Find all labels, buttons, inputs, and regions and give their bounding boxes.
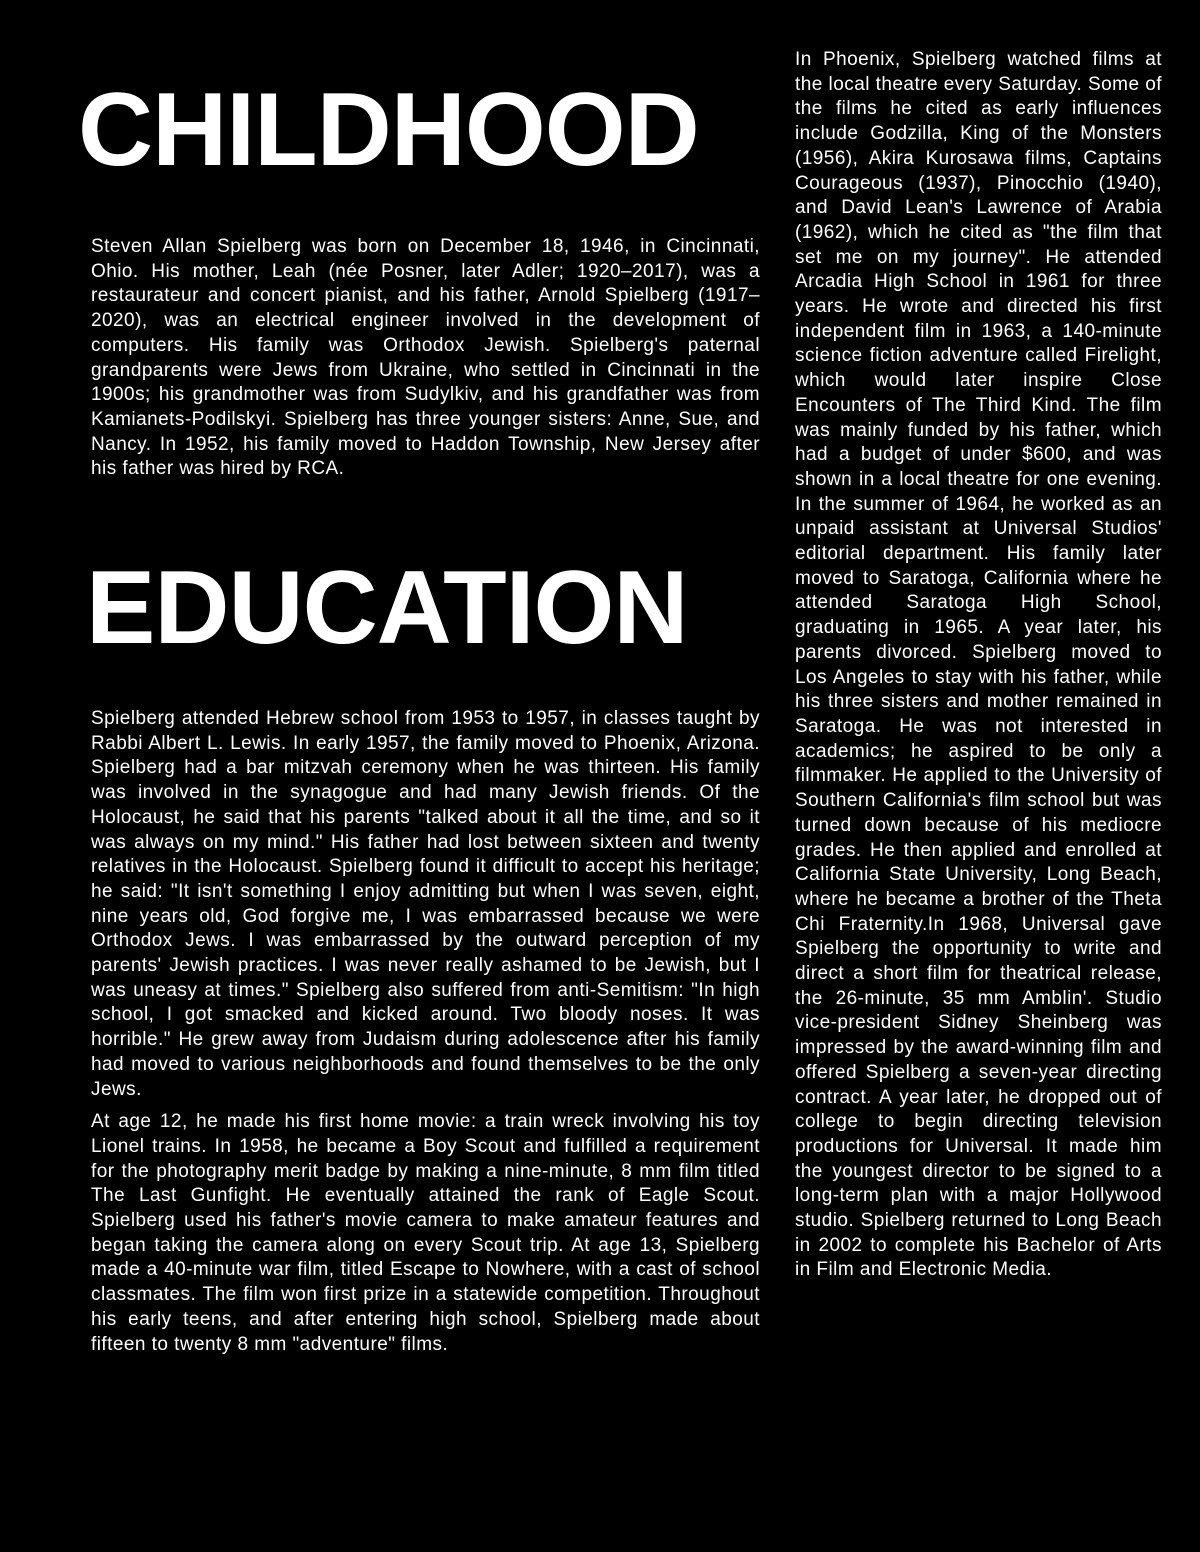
childhood-heading: CHILDHOOD (78, 72, 699, 188)
education-paragraph-1: Spielberg attended Hebrew school from 1953 to 1957, in classes taught by Rabbi Albert L. Lewis. In early 1957, the family moved to Phoenix, Arizona. Spielberg had a bar mitzvah ceremony when he was thirteen. His family was involved in the synagogue and had many Jewish friends. Of the Holocaust, he said that his parents "talked about it all the time, and so it was always on my mind." His father had lost between sixteen and twenty relatives in the Holocaust. Spielberg found it difficult to accept his heritage; he said: "It isn't something I enjoy admitting but when I was seven, eight, nine years old, God forgive me, I was embarrassed because we were Orthodox Jews. I was embarrassed by the outward perception of my parents' Jewish practices. I was never really ashamed to be Jewish, but I was uneasy at times." Spielberg also suffered from anti-Semitism: "In high school, I got smacked and kicked around. Two bloody noses. It was horrible." He grew away from Judaism during adolescence after his family had moved to various neighborhoods and found themselves to be the only Jews. (91, 708, 760, 1100)
education-section (91, 707, 760, 1365)
childhood-paragraph: Steven Allan Spielberg was born on December 18, 1946, in Cincinnati, Ohio. His mother, Leah (née Posner, later Adler; 1920–2017), was a restaurateur and concert pianist, and his father, Arnold Spielberg (1917–2020), was an electrical engineer involved in the development of computers. His family was Orthodox Jewish. Spielberg's paternal grandparents were Jews from Ukraine, who settled in Cincinnati in the 1900s; his grandmother was from Sudylkiv, and his grandfather was from Kamianets-Podilskyi. Spielberg has three younger sisters: Anne, Sue, and Nancy. In 1952, his family moved to Haddon Township, New Jersey after his father was hired by RCA. (91, 236, 760, 480)
right-column-paragraph: In Phoenix, Spielberg watched films at the local theatre every Saturday. Some of the films he cited as early influences include Godzilla, King of the Monsters (1956), Akira Kurosawa films, Captains Courageous (1937), Pinocchio (1940), and David Lean's Lawrence of Arabia (1962), which he cited as "the film that set me on my journey". He attended Arcadia High School in 1961 for three years. He wrote and directed his first independent film in 1963, a 140-minute science fiction adventure called Firelight, which would later inspire Close Encounters of The Third Kind. The film was mainly funded by his father, which had a budget of under $600, and was shown in a local theatre for one evening. In the summer of 1964, he worked as an unpaid assistant at Universal Studios' editorial department. His family later moved to Saratoga, California where he attended Saratoga High School, graduating in 1965. A year later, his parents divorced. Spielberg moved to Los Angeles to stay with his father, while his three sisters and mother remained in Saratoga. He was not interested in academics; he aspired to be only a filmmaker. He applied to the University of Southern California's film school but was turned down because of his mediocre grades. He then applied and enrolled at California State University, Long Beach, where he became a brother of the Theta Chi Fraternity.In 1968, Universal gave Spielberg the opportunity to write and direct a short film for theatrical release, the 26-minute, 35 mm Amblin'. Studio vice-president Sidney Sheinberg was impressed by the award-winning film and offered Spielberg a seven-year directing contract. A year later, he dropped out of college to begin directing television productions for Universal. It made him the youngest director to be signed to a long-term plan with a major Hollywood studio. Spielberg returned to Long Beach in 2002 to complete his Bachelor of Arts in Film and Electronic Media. (795, 49, 1162, 1281)
education-paragraph-2: At age 12, he made his first home movie: a train wreck involving his toy Lionel trains. In 1958, he became a Boy Scout and fulfilled a requirement for the photography merit badge by making a nine-minute, 8 mm film titled The Last Gunfight. He eventually attained the rank of Eagle Scout. Spielberg used his father's movie camera to make amateur features and began taking the camera along on every Scout trip. At age 13, Spielberg made a 40-minute war film, titled Escape to Nowhere, with a cast of school classmates. The film won first prize in a statewide competition. Throughout his early teens, and after entering high school, Spielberg made about fifteen to twenty 8 mm "adventure" films. (91, 1111, 760, 1355)
right-column (795, 48, 1162, 1291)
childhood-section (91, 235, 760, 490)
education-heading: EDUCATION (86, 550, 688, 666)
